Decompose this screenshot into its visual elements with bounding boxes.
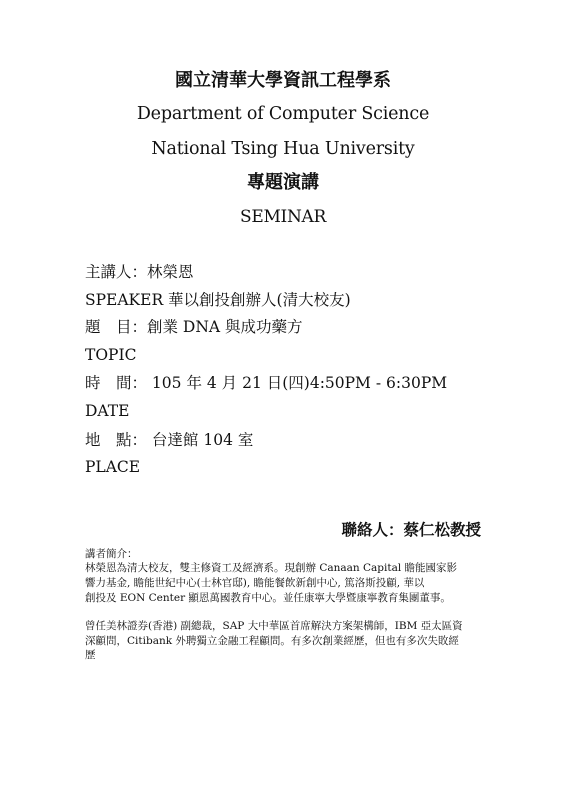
place-en: PLACE (85, 458, 141, 476)
bio-line: 創投及 EON Center 顯恩萬國教育中心。並任康寧大學暨康寧教育集團董事。 (85, 592, 451, 604)
date-zh: 時 間： 105 年 4 月 21 日(四)4:50PM - 6:30PM (85, 374, 448, 392)
seminar-title-en: SEMINAR (239, 207, 327, 227)
topic-zh: 題 目：創業 DNA 與成功藥方 (85, 318, 303, 336)
bio-line: 歷 (85, 649, 96, 661)
seminar-title-zh: 專題演講 (247, 172, 319, 193)
topic-en: TOPIC (85, 346, 137, 364)
speaker-zh: 主講人：林榮恩 (85, 263, 194, 281)
bio-line: 曾任美林證券(香港) 副總裁，SAP 大中華區首席解決方案架構師，IBM 亞太區資 (85, 620, 463, 632)
bio-heading: 講者簡介： (85, 548, 138, 560)
speaker-en: SPEAKER 華以創投創辦人(清大校友) (85, 291, 351, 309)
department-title-en: Department of Computer Science (136, 104, 430, 124)
university-name-en: National Tsing Hua University (151, 139, 415, 159)
bio-line: 林榮恩為清大校友，雙主修資工及經濟系。現創辦 Canaan Capital 瞻能國家影 (85, 562, 458, 574)
department-title-zh: 國立清華大學資訊工程學系 (175, 70, 391, 91)
place-zh: 地 點： 台達館 104 室 (85, 431, 254, 449)
bio-line: 深顧問，Citibank 外聘獨立金融工程顧問。有多次創業經歷，但也有多次失敗經 (85, 635, 459, 647)
contact-person: 聯絡人：蔡仁松教授 (341, 520, 481, 539)
bio-line: 響力基金, 瞻能世紀中心(士林官邸), 瞻能餐飲新創中心, 篤洛斯投顧, 華以 (85, 577, 425, 589)
date-en: DATE (85, 402, 130, 420)
